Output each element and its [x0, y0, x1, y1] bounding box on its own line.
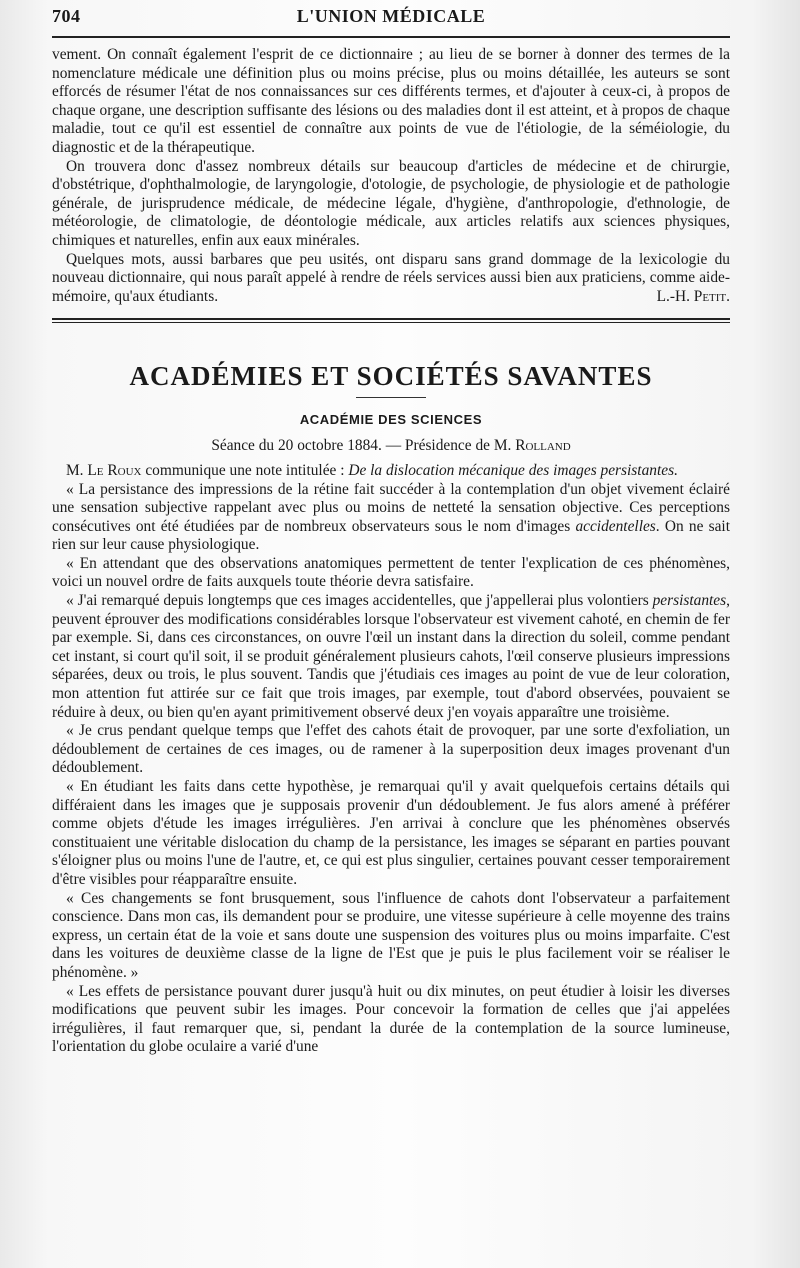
communication-author: Le Roux [87, 461, 142, 479]
emphasis-text: accidentelles [575, 517, 656, 535]
communication-paragraph [52, 481, 730, 555]
communication [52, 462, 730, 1057]
communication-paragraph: « Les effets de persistance pouvant durer jusqu'à huit ou dix minutes, on peut étudier à loisir les diverses modifications que peuvent subir les images. Pour concevoir la formation de celles que j'ai appelées irrégulières, il faut remarquer que, si, pendant la durée de la contemplation de la source lumineuse, l'orientation du globe oculaire a varié d'une [52, 982, 730, 1056]
academy-subheading: ACADÉMIE DES SCIENCES [299, 412, 483, 428]
heading-rule [356, 397, 426, 398]
paragraph-text: « La persistance des impressions de la rétine fait succéder à la contemplation d'un objet vivement éclairé une sensation subjective rappelant avec plus ou moins de netteté la sensation objective. Ces perceptions consécutives ont été étudiées par de nombreux observateurs sous le nom d'images [52, 480, 730, 535]
communication-paragraph: « Je crus pendant quelque temps que l'effet des cahots était de provoquer, par une sorte d'exfoliation, un dédoublement de certaines de ces images, ou de ramener à la superposition deux images provenant d'un dédoublement. [52, 722, 730, 777]
emphasis-text: persistantes [652, 592, 727, 610]
previous-article-paragraph [52, 251, 730, 307]
session-line [52, 437, 730, 456]
section-divider [52, 318, 730, 323]
running-head [52, 6, 730, 32]
previous-article-text: Quelques mots, aussi barbares que peu usités, ont disparu sans grand dommage de la lexicologie du nouveau dictionnaire, qui nous paraît appelé à rendre de réels services aussi bien aux praticiens, comme aide-mémoire, qu'aux étudiants. [52, 250, 730, 305]
journal-title: L'UNION MÉDICALE [296, 6, 486, 26]
communication-paragraph: « En attendant que des observations anatomiques permettent de tenter l'explication de ces phénomènes, voici un nouvel ordre de faits auxquels toute théorie devra satisfaire. [52, 554, 730, 591]
session-date: Séance du 20 octobre 1884. — Présidence de M. [211, 437, 516, 455]
communication-paragraph: « En étudiant les faits dans cette hypothèse, je remarquai qu'il y avait quelquefois certains détails qui différaient dans les images que je supposais provenir d'un dédoublement. Je fus alors amené à préférer comme objets d'étude les images irrégulières. J'en arrivai à conclure que les phénomènes observés constituaient une véritable dislocation du champ de la persistance, les images se séparant en parties pouvant s'éloigner plus ou moins l'une de l'autre, et, ce qui est plus singulier, certaines pouvant cesser temporairement d'être visibles pour réapparaître ensuite. [52, 778, 730, 888]
session-president: Rolland [515, 437, 571, 455]
section-heading: ACADÉMIES ET SOCIÉTÉS SAVANTES [129, 361, 653, 392]
intro-middle: communique une note intitulée : [141, 461, 349, 479]
page-number: 704 [52, 6, 81, 26]
intro-prefix: M. [66, 461, 88, 479]
communication-paragraph: « Ces changements se font brusquement, sous l'influence de cahots dont l'observateur a parfaitement conscience. Dans mon cas, ils demandent pour se produire, une vitesse supérieure à celle moyenne des trains express, un certain état de la voie et sans doute une suspension des voitures plus ou moins imparfaite. C'est dans les voitures de deuxième classe de la ligne de l'Est que je puis le plus facilement voir se réaliser le phénomène. » [52, 889, 730, 981]
paragraph-text: « J'ai remarqué depuis longtemps que ces images accidentelles, que j'appellerai plus volontiers [66, 592, 653, 610]
paragraph-text: . On ne sait rien sur leur cause physiologique. [52, 517, 730, 554]
previous-article [52, 46, 730, 306]
header-rule [52, 36, 730, 38]
previous-article-paragraph: On trouvera donc d'assez nombreux détails sur beaucoup d'articles de médecine et de chirurgie, d'obstétrique, d'ophthalmologie, de laryngologie, d'otologie, de psychologie, de physiologie et de pathologie générale, de jurisprudence médicale, de médecine légale, d'hygiène, d'anthropologie, d'ethnologie, de météorologie, de climatologie, de déontologie médicale, aux articles relatifs aux sciences physiques, chimiques et naturelles, enfin aux eaux minérales. [52, 157, 730, 249]
communication-intro [52, 462, 730, 481]
paragraph-text: , peuvent éprouver des modifications considérables lorsque l'observateur est vivement cahoté, en chemin de fer par exemple. Si, dans ces circonstances, on ouvre l'œil un instant dans la direction du soleil, comme pendant cet instant, si court qu'il soit, il se produit généralement plusieurs cahots, l'œil conserve plusieurs impressions séparées, deux ou trois, le plus souvent. Tandis que j'étudiais ces images au point de vue de leur coloration, mon attention fut attirée sur ce fait que trois images, par exemple, tout d'abord observées, pouvaient se réduire à deux, ou bien qu'en ayant primitivement observé deux j'en voyais apparaître une troisième. [52, 592, 730, 721]
communication-title: De la dislocation mécanique des images persistantes. [348, 461, 678, 479]
article-signature: L.-H. Petit. [656, 287, 730, 305]
previous-article-paragraph: vement. On connaît également l'esprit de ce dictionnaire ; au lieu de se borner à donner des termes de la nomenclature médicale une définition plus ou moins précise, plus ou moins détaillée, les auteurs se sont efforcés de résumer l'état de nos connaissances sur ces différents termes, et d'ajouter à ceux-ci, à propos de chaque organe, une description suffisante des lésions ou des maladies dont il est atteint, et à propos de chaque maladie, tout ce qu'il est essentiel de connaître aux points de vue de l'étiologie, de la séméiologie, du diagnostic et de la thérapeutique. [52, 46, 730, 156]
communication-paragraph [52, 592, 730, 722]
